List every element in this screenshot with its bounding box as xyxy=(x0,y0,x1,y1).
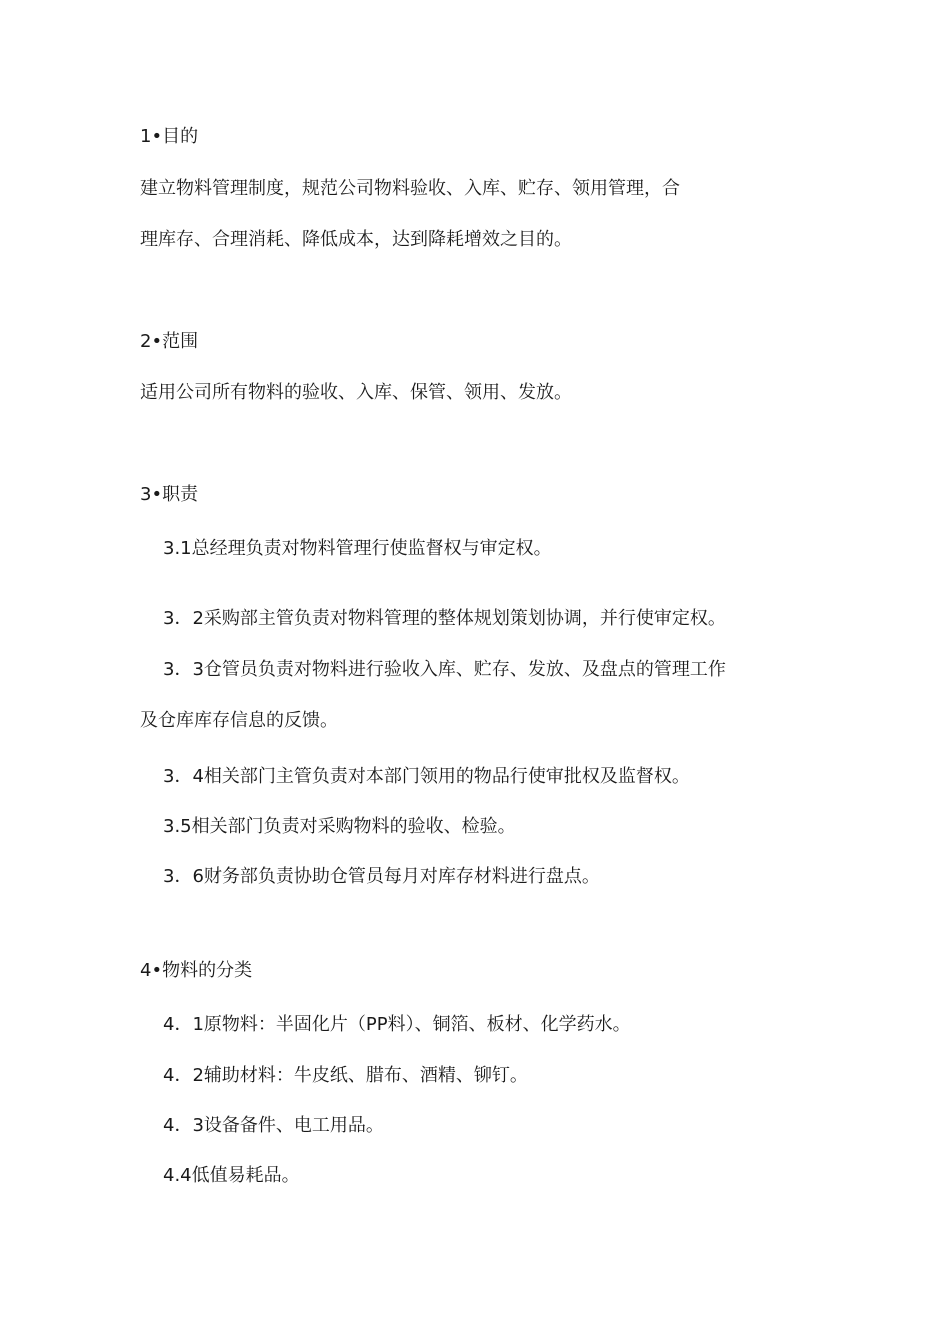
section-4-item-2: 4．2辅助材料：牛皮纸、腊布、酒精、铆钉。 xyxy=(163,1065,528,1086)
section-3-heading: 3•职责 xyxy=(140,484,199,505)
section-3-item-4: 3．4相关部门主管负责对本部门领用的物品行使审批权及监督权。 xyxy=(163,766,690,787)
section-1-heading: 1•目的 xyxy=(140,126,199,147)
section-1-paragraph-line-2: 理库存、合理消耗、降低成本，达到降耗增效之目的。 xyxy=(140,229,572,250)
section-2-heading: 2•范围 xyxy=(140,331,199,352)
section-4-item-1: 4．1原物料：半固化片（PP料）、铜箔、板材、化学药水。 xyxy=(163,1014,631,1035)
section-4-item-4: 4.4低值易耗品。 xyxy=(163,1165,300,1186)
section-3-item-1: 3.1总经理负责对物料管理行使监督权与审定权。 xyxy=(163,538,552,559)
section-4-item-3: 4．3设备备件、电工用品。 xyxy=(163,1115,384,1136)
section-3-item-2: 3．2采购部主管负责对物料管理的整体规划策划协调，并行使审定权。 xyxy=(163,608,726,629)
section-1-paragraph-line-1: 建立物料管理制度，规范公司物料验收、入库、贮存、领用管理，合 xyxy=(140,178,680,199)
section-4-heading: 4•物料的分类 xyxy=(140,960,253,981)
section-3-item-3-continuation: 及仓库库存信息的反馈。 xyxy=(140,710,338,731)
section-3-item-5: 3.5相关部门负责对采购物料的验收、检验。 xyxy=(163,816,516,837)
section-3-item-3: 3．3仓管员负责对物料进行验收入库、贮存、发放、及盘点的管理工作 xyxy=(163,659,726,680)
section-2-paragraph: 适用公司所有物料的验收、入库、保管、领用、发放。 xyxy=(140,382,572,403)
section-3-item-6: 3．6财务部负责协助仓管员每月对库存材料进行盘点。 xyxy=(163,866,600,887)
